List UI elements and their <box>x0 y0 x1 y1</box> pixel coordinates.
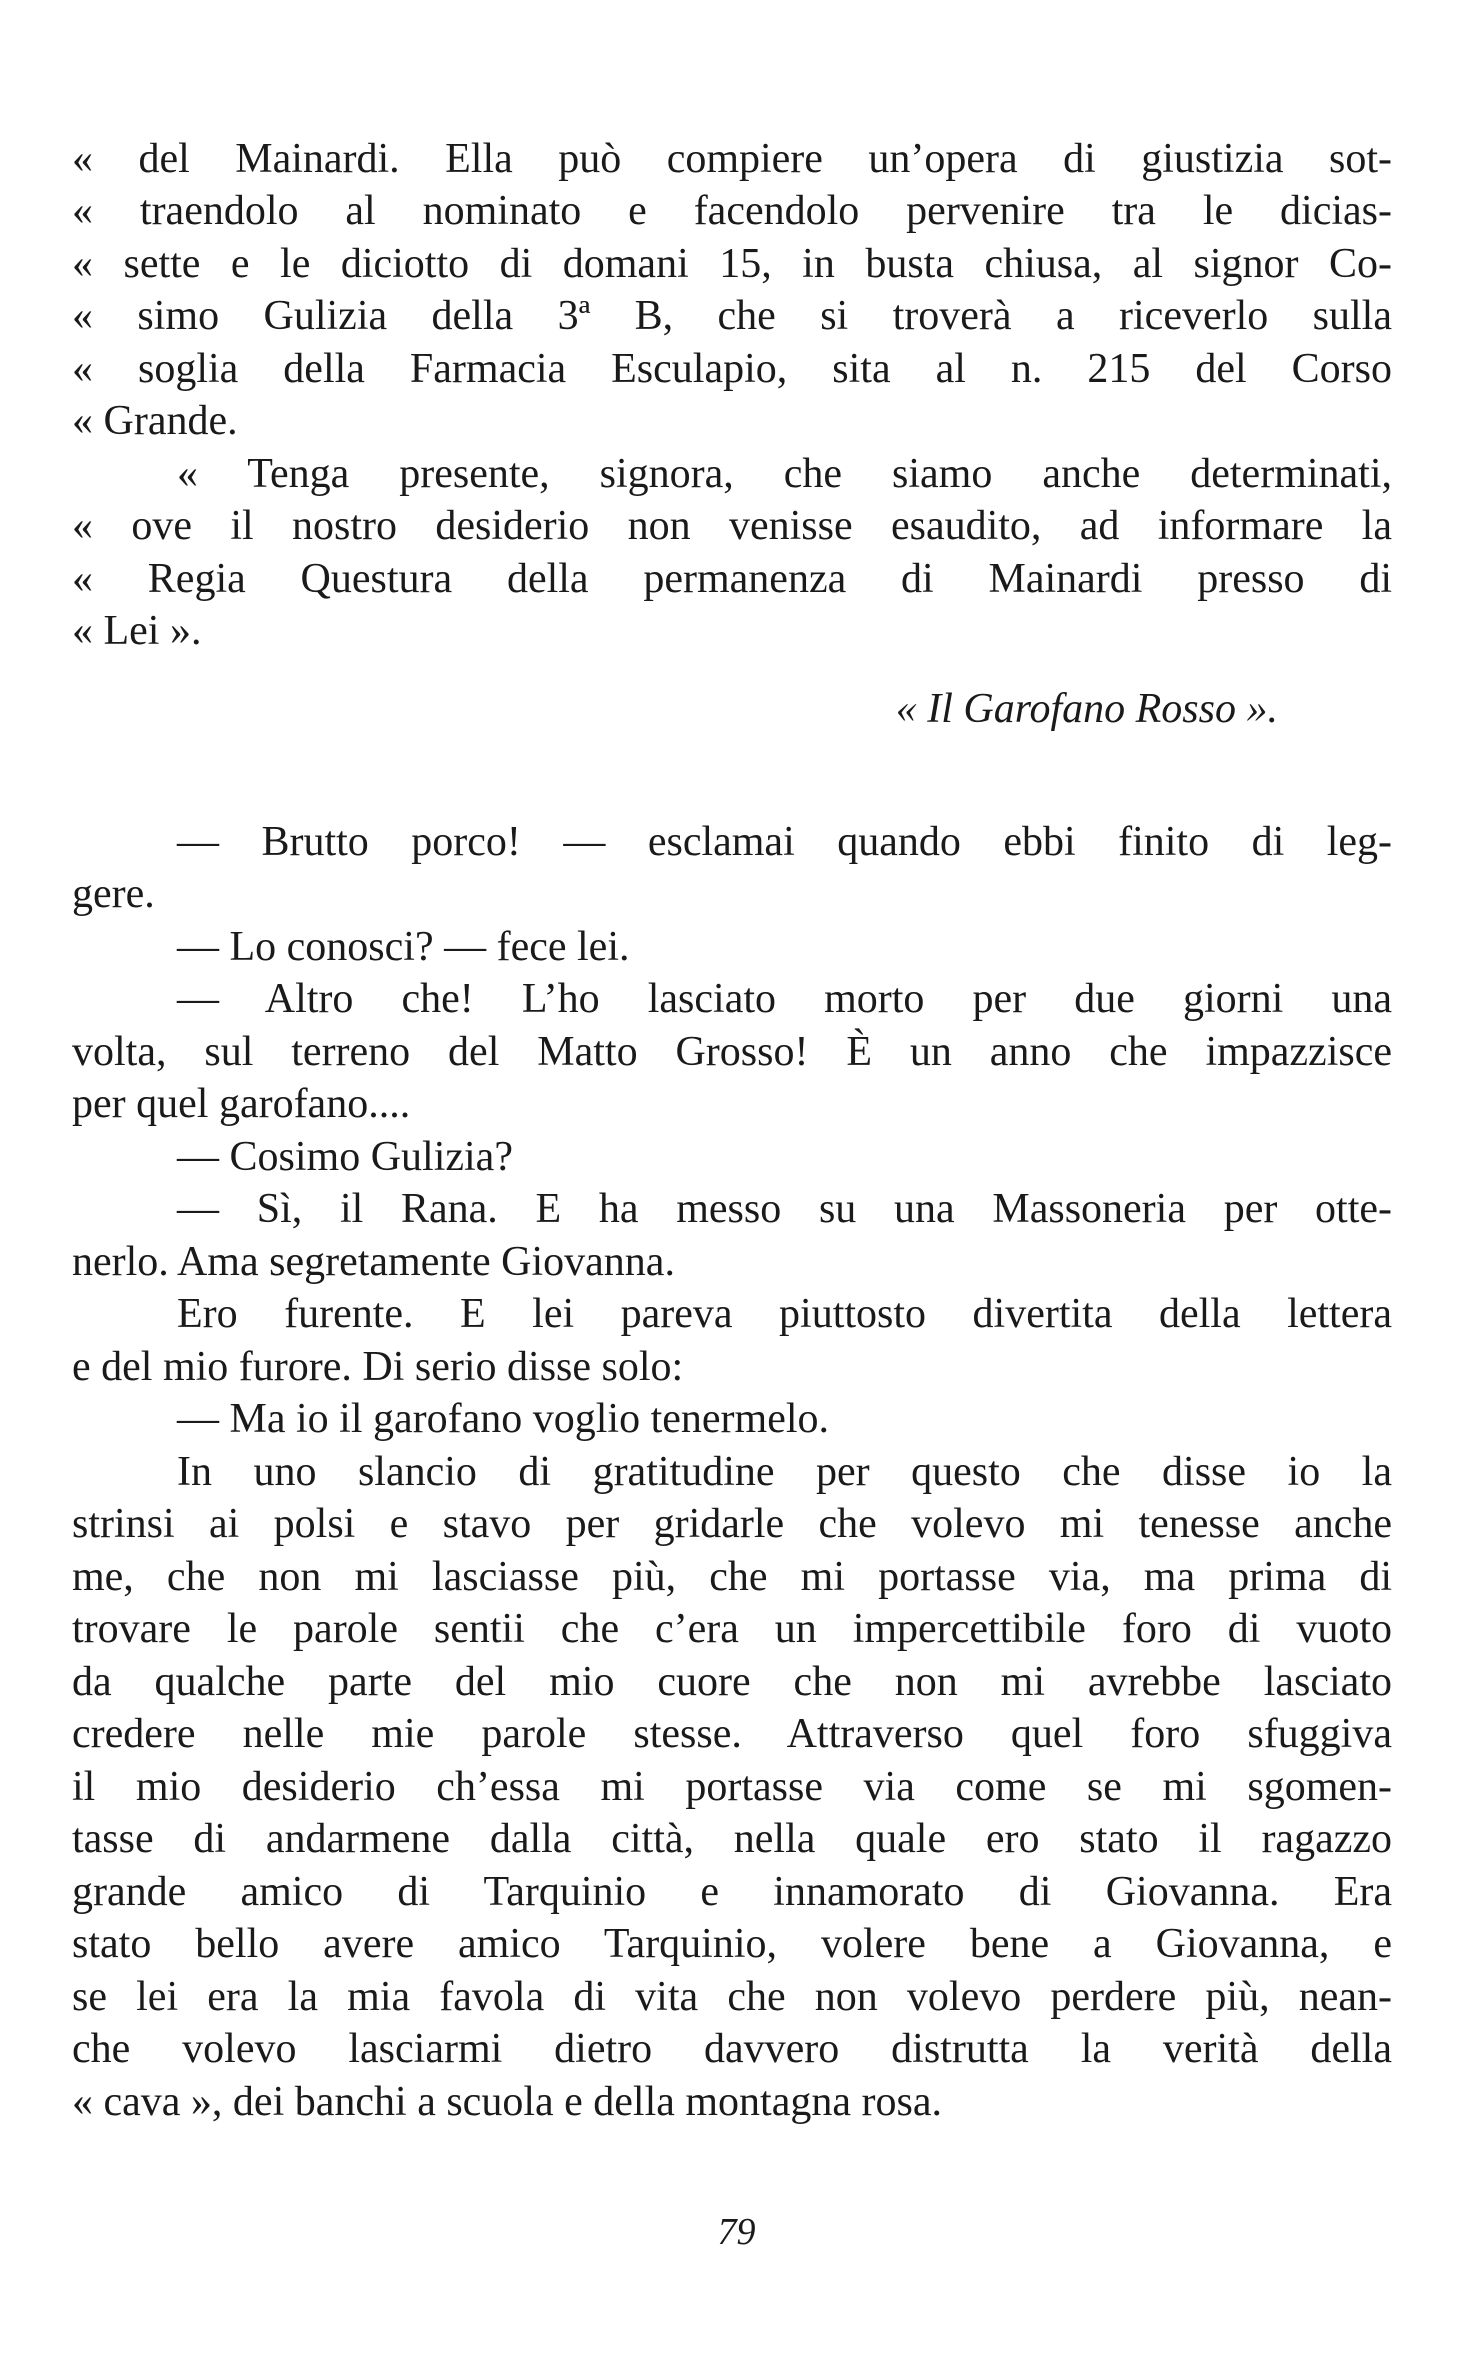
text-line: — Lo conosci? — fece lei. <box>177 924 630 970</box>
text-line: e del mio furore. Di serio disse solo: <box>72 1344 684 1390</box>
text-line: il mio desiderio ch’essa mi portasse via come se mi sgomen- <box>72 1764 1392 1810</box>
text-line: « Grande. <box>72 398 238 444</box>
text-line: « del Mainardi. Ella può compiere un’opera di giustizia sot- <box>72 136 1392 182</box>
text-line: stato bello avere amico Tarquinio, volere bene a Giovanna, e <box>72 1921 1392 1967</box>
text-line: gere. <box>72 871 155 917</box>
text-line: — Cosimo Gulizia? <box>177 1134 513 1180</box>
text-line: nerlo. Ama segretamente Giovanna. <box>72 1239 675 1285</box>
text-line: — Altro che! L’ho lasciato morto per due giorni una <box>177 976 1392 1022</box>
text-line: In uno slancio di gratitudine per questo che disse io la <box>177 1449 1392 1495</box>
text-line: « Tenga presente, signora, che siamo anche determinati, <box>177 451 1392 497</box>
text-line: per quel garofano.... <box>72 1081 411 1127</box>
text-line: da qualche parte del mio cuore che non mi avrebbe lasciato <box>72 1659 1392 1705</box>
text-line: volta, sul terreno del Matto Grosso! È un anno che impazzisce <box>72 1029 1392 1075</box>
text-line: « traendolo al nominato e facendolo pervenire tra le dicias- <box>72 188 1392 234</box>
text-line: me, che non mi lasciasse più, che mi portasse via, ma prima di <box>72 1554 1392 1600</box>
text-line: Ero furente. E lei pareva piuttosto divertita della lettera <box>177 1291 1392 1337</box>
text-line: — Sì, il Rana. E ha messo su una Massoneria per otte- <box>177 1186 1392 1232</box>
text-line: tasse di andarmene dalla città, nella quale ero stato il ragazzo <box>72 1816 1392 1862</box>
text-line: — Brutto porco! — esclamai quando ebbi finito di leg- <box>177 819 1392 865</box>
text-line: credere nelle mie parole stesse. Attraverso quel foro sfuggiva <box>72 1711 1392 1757</box>
text-line: « Regia Questura della permanenza di Mainardi presso di <box>72 556 1392 602</box>
text-line: « simo Gulizia della 3ª B, che si troverà a riceverlo sulla <box>72 293 1392 339</box>
text-line: « soglia della Farmacia Esculapio, sita al n. 215 del Corso <box>72 346 1392 392</box>
text-line: « cava », dei banchi a scuola e della montagna rosa. <box>72 2079 942 2125</box>
text-line: « ove il nostro desiderio non venisse esaudito, ad informare la <box>72 503 1392 549</box>
text-line: — Ma io il garofano voglio tenermelo. <box>177 1396 830 1442</box>
page-number: 79 <box>717 2211 756 2253</box>
text-line: « Lei ». <box>72 608 202 654</box>
text-line: strinsi ai polsi e stavo per gridarle che volevo mi tenesse anche <box>72 1501 1392 1547</box>
text-line: trovare le parole sentii che c’era un impercettibile foro di vuoto <box>72 1606 1392 1652</box>
text-line: « sette e le diciotto di domani 15, in busta chiusa, al signor Co- <box>72 241 1392 287</box>
text-line: se lei era la mia favola di vita che non volevo perdere più, nean- <box>72 1974 1392 2020</box>
letter-signature: « Il Garofano Rosso ». <box>895 686 1278 732</box>
text-line: grande amico di Tarquinio e innamorato di Giovanna. Era <box>72 1869 1392 1915</box>
text-line: che volevo lasciarmi dietro davvero distrutta la verità della <box>72 2026 1392 2072</box>
